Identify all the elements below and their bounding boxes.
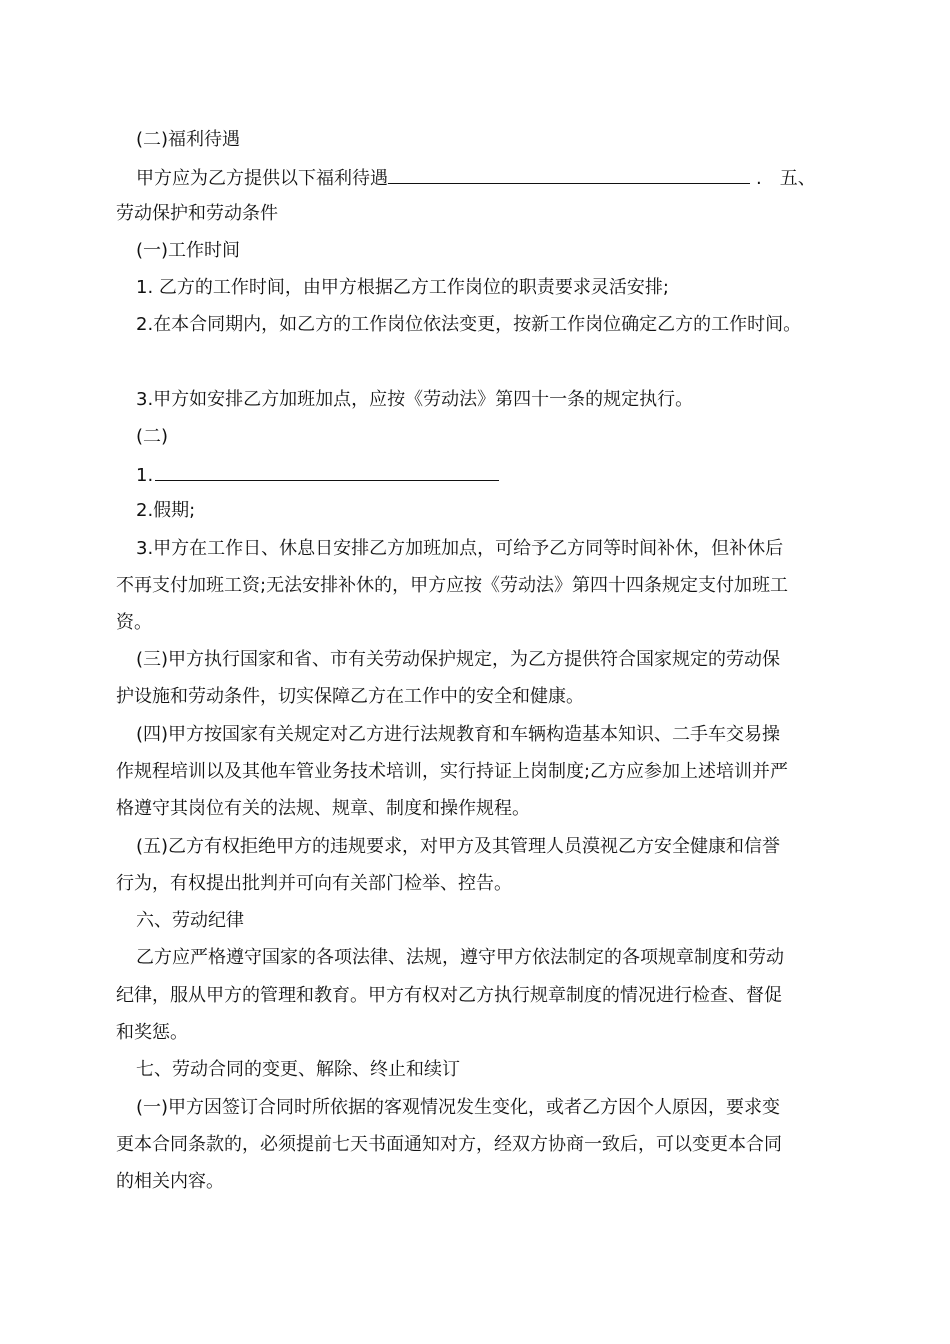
- worktime-item-3: 3.甲方如安排乙方加班加点，应按《劳动法》第四十一条的规定执行。: [136, 389, 694, 410]
- section7-title: 七、劳动合同的变更、解除、终止和续订: [136, 1059, 460, 1080]
- sub2-item-3-line-1: 3.甲方在工作日、休息日安排乙方加班加点，可给予乙方同等时间补休，但补休后: [136, 538, 784, 559]
- worktime-item-2: 2.在本合同期内，如乙方的工作岗位依法变更，按新工作岗位确定乙方的工作时间。: [136, 314, 802, 335]
- section6-body-line-1: 乙方应严格遵守国家的各项法律、法规，遵守甲方依法制定的各项规章制度和劳动: [136, 947, 784, 968]
- section5-number: 五、: [779, 168, 816, 189]
- section5-title: 劳动保护和劳动条件: [116, 203, 278, 224]
- sub2-item-2: 2.假期;: [136, 500, 196, 521]
- clause4-line-2: 作规程培训以及其他车管业务技术培训，实行持证上岗制度;乙方应参加上述培训并严: [116, 761, 789, 782]
- section6-body-line-3: 和奖惩。: [116, 1022, 188, 1043]
- welfare-line-text: 甲方应为乙方提供以下福利待遇: [136, 168, 388, 189]
- welfare-heading: (二)福利待遇: [136, 129, 241, 150]
- sub2-item-1-prefix: 1.: [136, 465, 154, 486]
- welfare-line: [136, 165, 866, 189]
- sub2-item-3-line-2: 不再支付加班工资;无法安排补休的，甲方应按《劳动法》第四十四条规定支付加班工: [116, 575, 789, 596]
- welfare-blank: [388, 165, 750, 184]
- sub2-item-1-blank: [155, 462, 499, 481]
- clause4-line-1: (四)甲方按国家有关规定对乙方进行法规教育和车辆构造基本知识、二手车交易操: [136, 724, 781, 745]
- worktime-item-1: 1. 乙方的工作时间，由甲方根据乙方工作岗位的职责要求灵活安排;: [136, 277, 669, 298]
- section6-body-line-2: 纪律，服从甲方的管理和教育。甲方有权对乙方执行规章制度的情况进行检查、督促: [116, 985, 782, 1006]
- section7-clause1-line-2: 更本合同条款的，必须提前七天书面通知对方，经双方协商一致后，可以变更本合同: [116, 1134, 782, 1155]
- section7-clause1-line-3: 的相关内容。: [116, 1171, 224, 1192]
- clause3-line-1: (三)甲方执行国家和省、市有关劳动保护规定，为乙方提供符合国家规定的劳动保: [136, 649, 781, 670]
- worktime-heading: (一)工作时间: [136, 240, 241, 261]
- clause5-line-1: (五)乙方有权拒绝甲方的违规要求，对甲方及其管理人员漠视乙方安全健康和信誉: [136, 836, 781, 857]
- clause5-line-2: 行为，有权提出批判并可向有关部门检举、控告。: [116, 873, 512, 894]
- section6-title: 六、劳动纪律: [136, 910, 244, 931]
- clause3-line-2: 护设施和劳动条件，切实保障乙方在工作中的安全和健康。: [116, 686, 584, 707]
- sub2-item-1: [136, 462, 866, 486]
- section7-clause1-line-1: (一)甲方因签订合同时所依据的客观情况发生变化，或者乙方因个人原因，要求变: [136, 1097, 781, 1118]
- welfare-line-dot: .: [756, 168, 762, 189]
- sub2-heading: (二): [136, 426, 169, 447]
- sub2-item-3-line-3: 资。: [116, 612, 152, 633]
- clause4-line-3: 格遵守其岗位有关的法规、规章、制度和操作规程。: [116, 798, 530, 819]
